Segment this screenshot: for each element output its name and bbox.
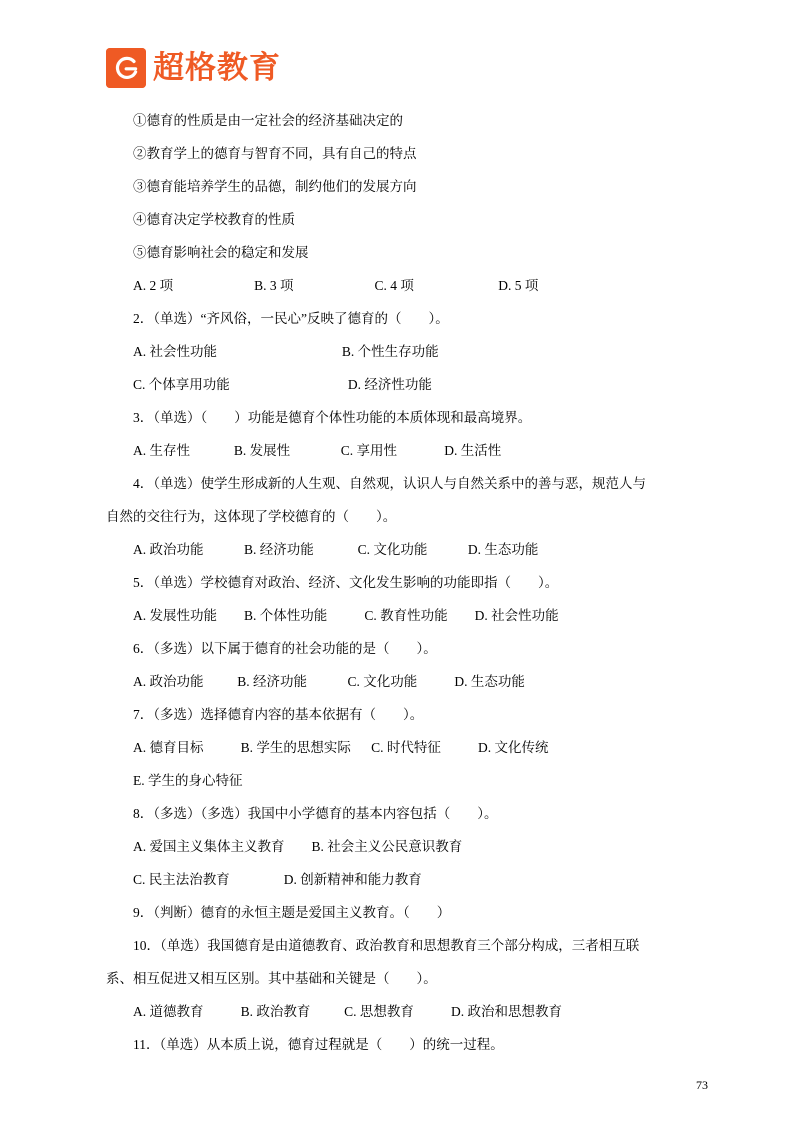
text-line: ②教育学上的德育与智育不同，具有自己的特点 — [133, 146, 417, 161]
text-line: 6．（多选）以下属于德育的社会功能的是（ ）。 — [133, 641, 437, 656]
text-line: A. 政治功能 B. 经济功能 C. 文化功能 D. 生态功能 — [133, 542, 539, 557]
text-line: A. 2 项 B. 3 项 C. 4 项 D. 5 项 — [133, 278, 539, 293]
text-line: A. 政治功能 B. 经济功能 C. 文化功能 D. 生态功能 — [133, 674, 525, 689]
text-line: 4．（单选）使学生形成新的人生观、自然观，认识人与自然关系中的善与恶，规范人与 — [133, 476, 646, 491]
text-line: A. 发展性功能 B. 个体性功能 C. 教育性功能 D. 社会性功能 — [133, 608, 559, 623]
page-number: 73 — [696, 1078, 708, 1092]
circle-g-logo-icon — [106, 48, 146, 88]
text-line: ⑤德育影响社会的稳定和发展 — [133, 245, 309, 260]
text-line: ①德育的性质是由一定社会的经济基础决定的 — [133, 113, 403, 128]
text-line: 自然的交往行为，这体现了学校德育的（ ）。 — [106, 509, 397, 524]
text-line: C. 民主法治教育 D. 创新精神和能力教育 — [133, 872, 422, 887]
text-line: ③德育能培养学生的品德，制约他们的发展方向 — [133, 179, 417, 194]
text-line: 系、相互促进又相互区别。其中基础和关键是（ ）。 — [106, 971, 437, 986]
text-line: 8．（多选）（多选）我国中小学德育的基本内容包括（ ）。 — [133, 806, 498, 821]
text-line: 3．（单选）（ ）功能是德育个体性功能的本质体现和最高境界。 — [133, 410, 532, 425]
text-line: A. 德育目标 B. 学生的思想实际 C. 时代特征 D. 文化传统 — [133, 740, 549, 755]
text-line: ④德育决定学校教育的性质 — [133, 212, 295, 227]
text-line: A. 道德教育 B. 政治教育 C. 思想教育 D. 政治和思想教育 — [133, 1004, 563, 1019]
text-line: 5．（单选）学校德育对政治、经济、文化发生影响的功能即指（ ）。 — [133, 575, 559, 590]
document-body — [106, 40, 706, 1061]
text-line: A. 爱国主义集体主义教育 B. 社会主义公民意识教育 — [133, 839, 463, 854]
brand-logo — [106, 40, 706, 96]
brand-logo-text: 超格教育 — [153, 50, 281, 86]
text-line: 10．（单选）我国德育是由道德教育、政治教育和思想教育三个部分构成，三者相互联 — [133, 938, 640, 953]
text-line: C. 个体享用功能 D. 经济性功能 — [133, 377, 432, 392]
text-line: E. 学生的身心特征 — [133, 773, 243, 788]
text-line: 2．（单选）“齐风俗，一民心”反映了德育的（ ）。 — [133, 311, 449, 326]
text-line: 7．（多选）选择德育内容的基本依据有（ ）。 — [133, 707, 424, 722]
text-line: 9．（判断）德育的永恒主题是爱国主义教育。（ ） — [133, 905, 451, 920]
text-line: A. 社会性功能 B. 个性生存功能 — [133, 344, 439, 359]
text-line: 11．（单选）从本质上说，德育过程就是（ ）的统一过程。 — [133, 1037, 504, 1052]
text-line: A. 生存性 B. 发展性 C. 享用性 D. 生活性 — [133, 443, 502, 458]
